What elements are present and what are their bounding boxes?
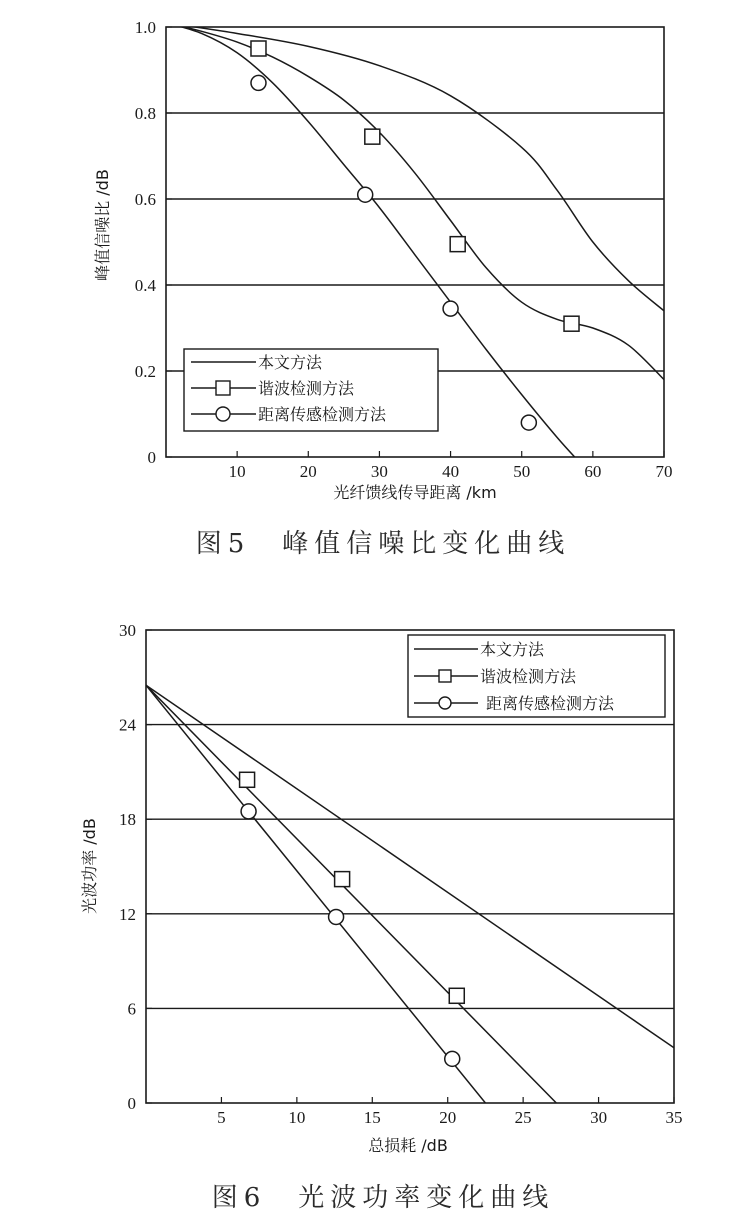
grid-lines xyxy=(166,113,664,371)
y-tick-label: 0 xyxy=(147,448,156,467)
y-tick-label: 30 xyxy=(119,621,136,640)
x-tick-label: 25 xyxy=(514,1108,532,1127)
circle-marker xyxy=(445,1051,460,1066)
legend-circle-marker xyxy=(439,697,451,709)
legend-label-distance: 距离传感检测方法 xyxy=(258,405,387,424)
x-tick-label: 20 xyxy=(439,1108,457,1127)
circle-marker xyxy=(241,804,256,819)
legend-label-harmonic: 谐波检测方法 xyxy=(480,667,577,686)
x-tick-label: 40 xyxy=(442,462,460,481)
y-tick-label: 0.2 xyxy=(134,362,156,381)
x-tick-label: 20 xyxy=(299,462,317,481)
circle-marker xyxy=(521,415,536,430)
y-tick-label: 0.8 xyxy=(134,104,156,123)
figure-caption: 图6 光波功率变化曲线 xyxy=(211,1183,555,1213)
legend-label-ours: 本文方法 xyxy=(258,353,323,372)
x-ticks xyxy=(229,451,673,481)
legend-label-harmonic: 谐波检测方法 xyxy=(258,379,355,398)
legend-circle-marker xyxy=(216,407,230,421)
x-tick-label: 70 xyxy=(655,462,673,481)
square-marker xyxy=(450,237,465,252)
series-lines xyxy=(146,685,674,1103)
y-axis-label: 光波功率 /dB xyxy=(80,818,99,914)
y-axis-label: 峰值信噪比 /dB xyxy=(93,169,112,281)
series-line-1 xyxy=(166,23,664,380)
square-marker xyxy=(251,41,266,56)
legend-square-marker xyxy=(439,670,451,682)
y-ticks xyxy=(119,621,152,1113)
y-tick-label: 0.4 xyxy=(134,276,156,295)
figure-caption: 图5 峰值信噪比变化曲线 xyxy=(195,529,571,559)
square-marker xyxy=(365,129,380,144)
legend-square-marker xyxy=(216,381,230,395)
x-tick-label: 10 xyxy=(228,462,246,481)
square-marker xyxy=(564,316,579,331)
y-tick-label: 12 xyxy=(119,904,136,924)
y-tick-label: 18 xyxy=(119,810,136,830)
x-tick-label: 10 xyxy=(288,1108,306,1127)
x-tick-label: 35 xyxy=(665,1108,683,1127)
square-marker xyxy=(449,988,464,1003)
legend-label-distance: 距离传感检测方法 xyxy=(486,694,615,713)
chart-fig6 xyxy=(80,621,683,1213)
y-tick-label: 24 xyxy=(119,715,136,735)
y-tick-label: 0.6 xyxy=(134,190,156,209)
series-line-2 xyxy=(146,685,485,1103)
series-line-0 xyxy=(146,685,674,1048)
square-marker xyxy=(240,772,255,787)
x-axis-label: 总损耗 /dB xyxy=(368,1136,448,1155)
x-tick-label: 15 xyxy=(363,1108,381,1127)
circle-marker xyxy=(329,909,344,924)
circle-marker xyxy=(443,301,458,316)
x-axis-label: 光纤馈线传导距离 /km xyxy=(333,483,497,502)
x-tick-label: 60 xyxy=(584,462,602,481)
y-tick-label: 0 xyxy=(127,1094,136,1113)
series-markers xyxy=(240,772,465,1066)
chart-fig5 xyxy=(93,18,673,559)
series-line-0 xyxy=(166,23,664,311)
x-tick-label: 5 xyxy=(217,1108,226,1127)
circle-marker xyxy=(251,75,266,90)
y-tick-label: 6 xyxy=(127,999,136,1019)
x-ticks xyxy=(217,1097,682,1127)
legend-label-ours: 本文方法 xyxy=(480,640,545,659)
x-tick-label: 30 xyxy=(370,462,388,481)
circle-marker xyxy=(358,187,373,202)
square-marker xyxy=(335,872,350,887)
x-tick-label: 50 xyxy=(513,462,531,481)
x-tick-label: 30 xyxy=(590,1108,608,1127)
series-line-1 xyxy=(146,685,556,1103)
y-tick-label: 1.0 xyxy=(134,18,156,37)
